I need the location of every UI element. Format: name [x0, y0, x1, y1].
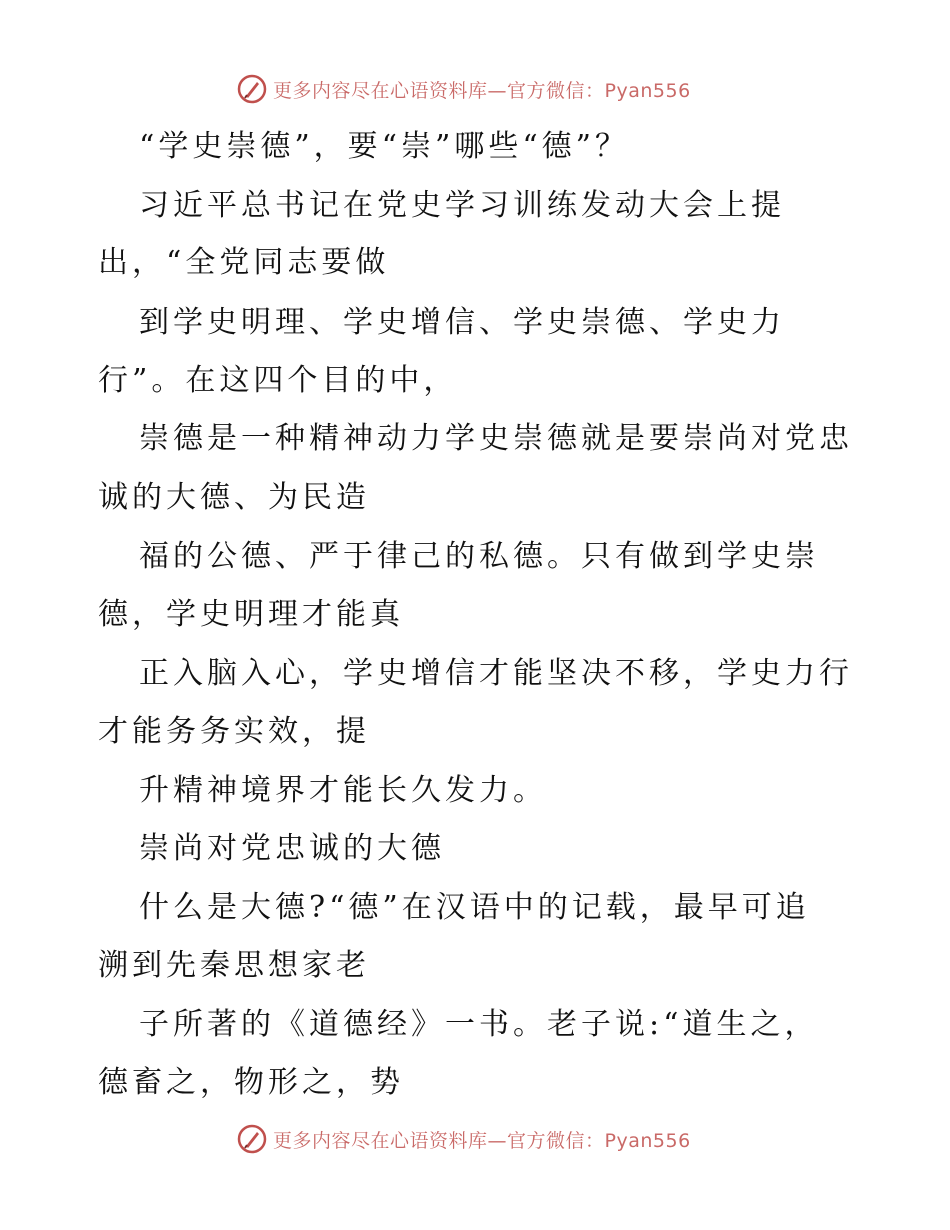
- document-title: “学史崇德”，要“崇”哪些“德”？: [139, 129, 630, 164]
- text-line: 德，学史明理才能真: [98, 597, 404, 632]
- quill-logo-icon: [237, 1124, 267, 1154]
- text-line: 溯到先秦思想家老: [98, 948, 370, 983]
- text-line: 正入脑入心，学史增信才能坚决不移，学史力行: [139, 656, 853, 691]
- watermark-header: [237, 74, 691, 104]
- section-heading: 崇尚对党忠诚的大德: [139, 831, 445, 866]
- text-line: 德畜之，物形之，势: [98, 1065, 404, 1100]
- text-line: 崇德是一种精神动力学史崇德就是要崇尚对党忠: [139, 421, 853, 456]
- watermark-text: 更多内容尽在心语资料库—官方微信：Pyan556: [273, 1129, 691, 1152]
- text-line: 才能务务实效，提: [98, 714, 370, 749]
- text-line: 子所著的《道德经》一书。老子说:“道生之，: [139, 1007, 819, 1042]
- text-line: 出，“全党同志要做: [98, 245, 390, 280]
- text-line: 诚的大德、为民造: [98, 480, 370, 515]
- watermark-footer: [237, 1124, 691, 1154]
- watermark-text: 更多内容尽在心语资料库—官方微信：Pyan556: [273, 79, 691, 102]
- quill-logo-icon: [237, 74, 267, 104]
- text-line: 行”。在这四个目的中，: [98, 363, 458, 398]
- text-line: 福的公德、严于律己的私德。只有做到学史崇: [139, 539, 819, 574]
- text-line: 什么是大德?“德”在汉语中的记载，最早可追: [139, 890, 810, 925]
- text-line: 习近平总书记在党史学习训练发动大会上提: [139, 188, 785, 223]
- text-line: 升精神境界才能长久发力。: [139, 773, 547, 808]
- text-line: 到学史明理、学史增信、学史崇德、学史力: [139, 305, 785, 340]
